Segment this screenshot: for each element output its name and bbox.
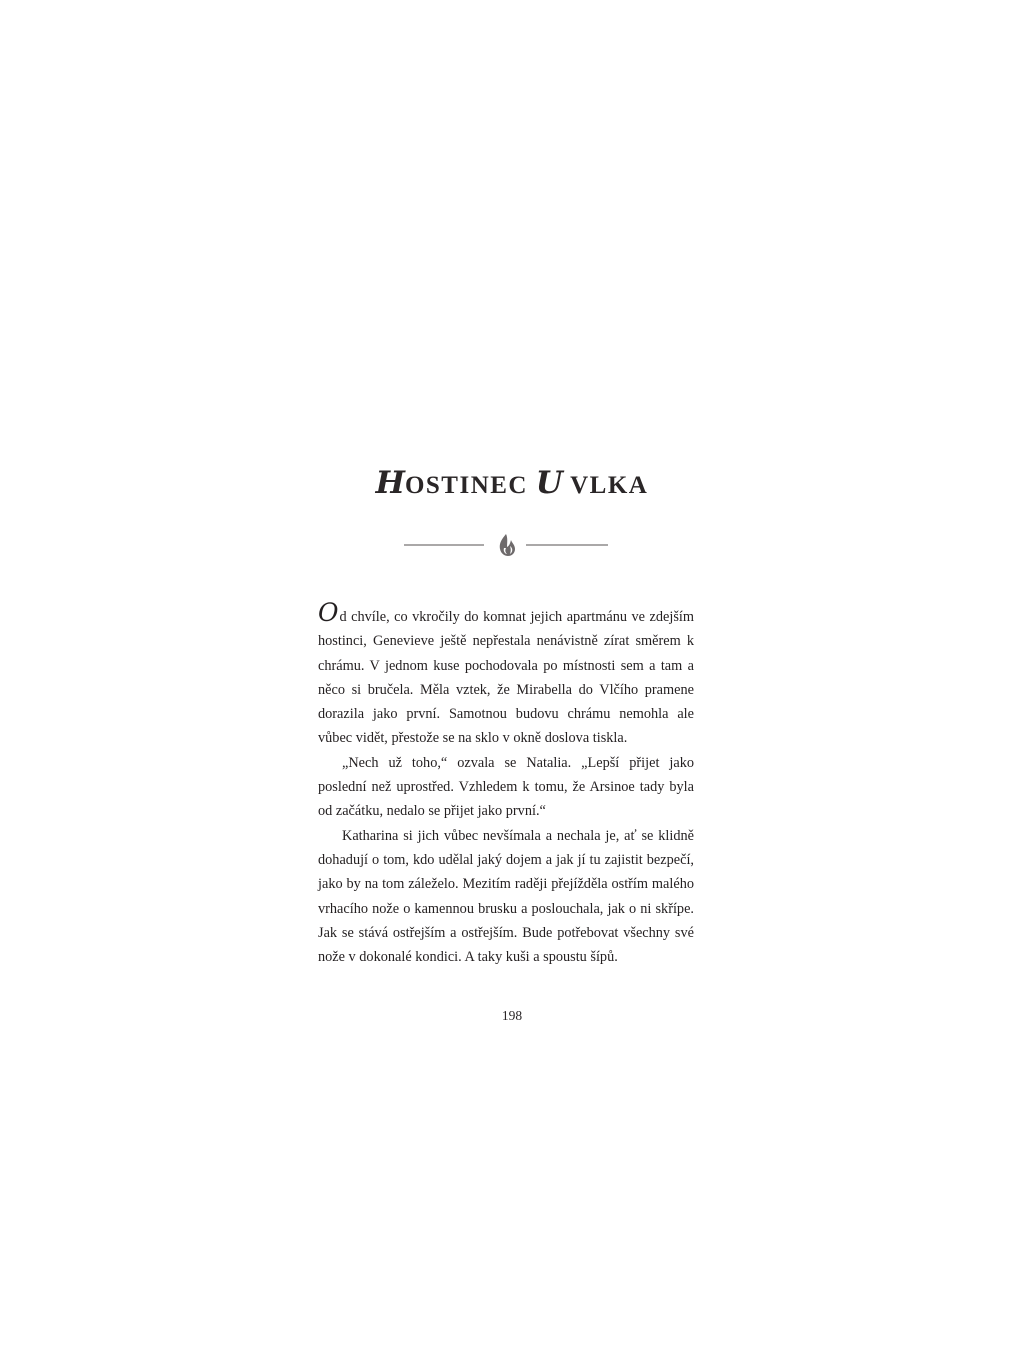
chapter-title-text-1: OSTINEC <box>404 471 536 499</box>
paragraph-1-text: d chvíle, co vkročily do komnat jejich apartmánu ve zdejším hostinci, Genevieve ještě nepřestala nenávistně zírat směrem k chrámu. V jednom kuse pochodovala po místnosti sem a tam a něco si bručela. Měla vztek, že Mirabella do Vlčího pramene dorazila jako první. Samotnou budovu chrámu nemohla ale vůbec vidět, přestože se na sklo v okně doslova tiskla. <box>318 609 694 747</box>
chapter-body <box>318 598 694 969</box>
chapter-title <box>312 463 712 506</box>
drop-cap: O <box>318 598 339 627</box>
chapter-title-initial-2: U <box>535 464 563 501</box>
chapter-title-initial: H <box>375 464 405 501</box>
paragraph-2: „Nech už toho,“ ozvala se Natalia. „Lepší přijet jako poslední než uprostřed. Vzhledem k tomu, že Arsinoe tady byla od začátku, nedalo se přijet jako první.“ <box>318 754 694 820</box>
paragraph-1 <box>318 598 694 751</box>
page-number: 198 <box>501 1008 523 1023</box>
chapter-ornament <box>404 532 608 558</box>
flame-ornament-icon <box>500 534 515 556</box>
paragraph-3: Katharina si jich vůbec nevšímala a nechala je, ať se klidně dohadují o tom, kdo udělal jaký dojem a jak jí tu zajistit bezpečí, jako by na tom záleželo. Mezitím raději přejížděla ostřím malého vrhacího nože o kamennou brusku a poslouchala, jak o ni skřípe. Jak se stává ostřejším a ostřejším. Bude potřebovat všechny své nože v dokonalé kondici. A taky kuši a spoustu šípů. <box>318 827 694 966</box>
chapter-title-text-2: VLKA <box>562 471 649 499</box>
